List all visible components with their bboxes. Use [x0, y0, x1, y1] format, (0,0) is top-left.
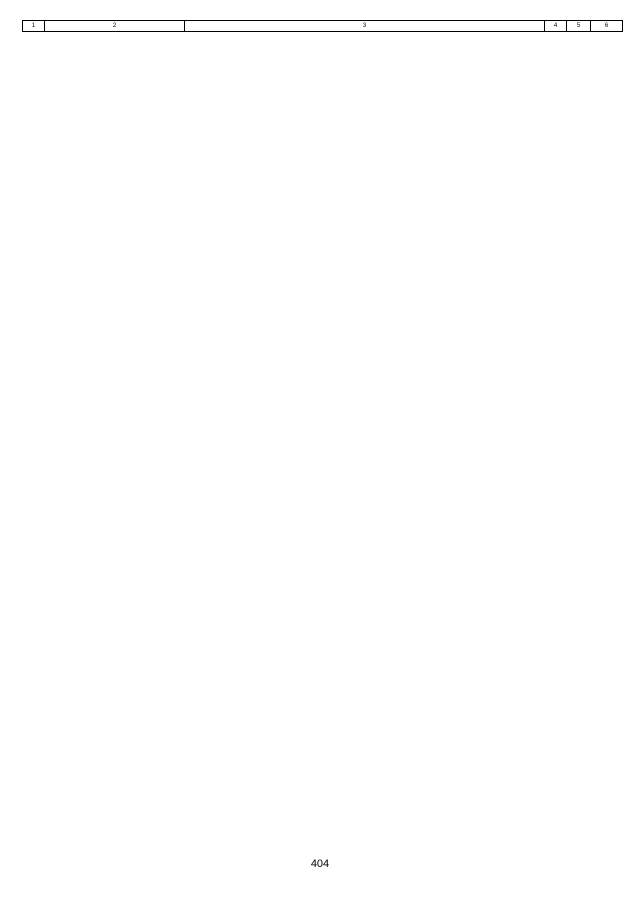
column-header: 2: [45, 21, 185, 32]
column-header: 1: [23, 21, 45, 32]
column-header: 5: [567, 21, 591, 32]
column-header: 6: [591, 21, 623, 32]
column-header: 3: [185, 21, 545, 32]
table-header-row: [23, 21, 623, 32]
column-header: 4: [545, 21, 567, 32]
document-table: [22, 20, 623, 32]
page-number: 404: [310, 858, 330, 870]
